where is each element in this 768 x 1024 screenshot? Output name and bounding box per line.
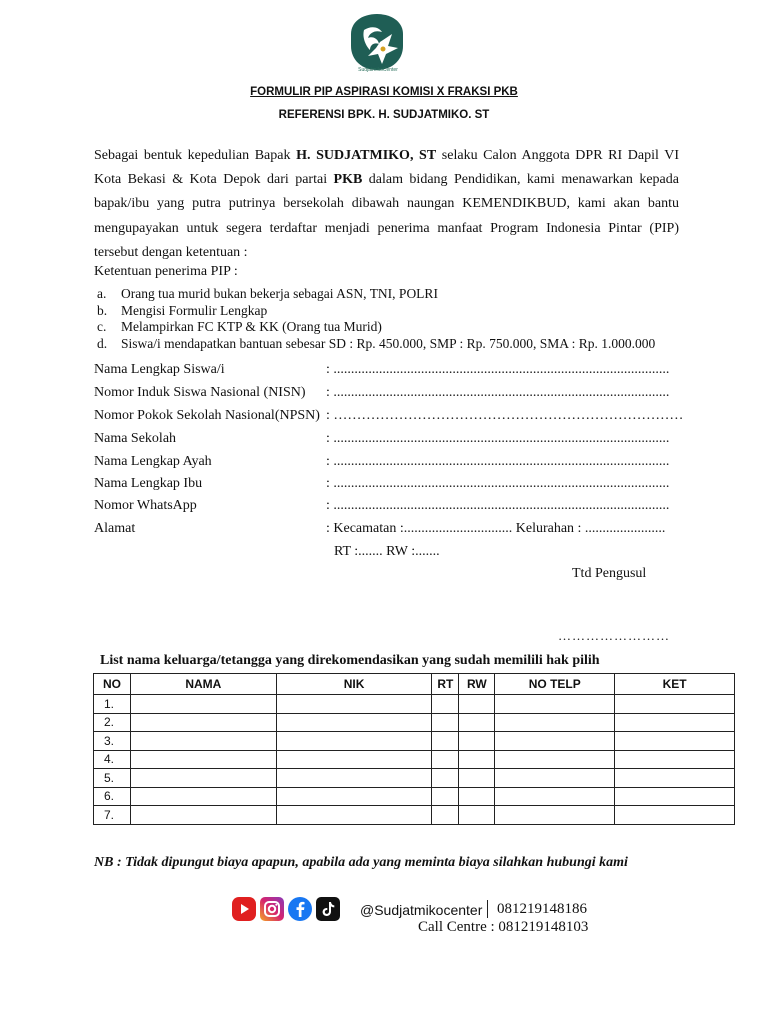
cell-nik[interactable] <box>276 806 432 825</box>
list-item <box>94 336 694 353</box>
cell-nama[interactable] <box>130 750 276 769</box>
field-blank[interactable]: : ................................................................................................ <box>326 454 670 469</box>
cell-rt[interactable] <box>432 695 459 714</box>
table-row <box>94 750 735 769</box>
row-number: 2. <box>94 713 131 732</box>
cell-no-telp[interactable] <box>495 787 615 806</box>
cell-rw[interactable] <box>459 769 495 788</box>
cell-rw[interactable] <box>459 713 495 732</box>
field-blank[interactable]: : ................................................................................................ <box>326 362 670 377</box>
table-row <box>94 806 735 825</box>
social-handle[interactable]: @Sudjatmikocenter <box>360 902 483 918</box>
cell-nik[interactable] <box>276 750 432 769</box>
cell-nama[interactable] <box>130 732 276 751</box>
cell-rw[interactable] <box>459 732 495 751</box>
cell-rt[interactable] <box>432 769 459 788</box>
cell-ket[interactable] <box>615 750 735 769</box>
table-row <box>94 787 735 806</box>
intro-text-3: dalam bidang Pendidikan, kami menawarkan kepada bapak/ibu yang putra putrinya bersekolah dibawah naungan KEMENDIKBUD, kami akan bantu mengupayakan untuk segera terdaftar menjadi penerima manfaat Program Indonesia Pintar (PIP) tersebut dengan ketentuan : <box>94 172 679 260</box>
field-label: Nomor WhatsApp <box>94 498 197 513</box>
family-list-table <box>93 673 735 825</box>
cell-rw[interactable] <box>459 806 495 825</box>
field-whatsapp[interactable] <box>94 498 694 520</box>
cell-no-telp[interactable] <box>495 750 615 769</box>
cell-no-telp[interactable] <box>495 695 615 714</box>
cell-no-telp[interactable] <box>495 806 615 825</box>
row-number: 3. <box>94 732 131 751</box>
field-nama-sekolah[interactable] <box>94 431 694 453</box>
cell-nik[interactable] <box>276 713 432 732</box>
cell-no-telp[interactable] <box>495 769 615 788</box>
note: NB : Tidak dipungut biaya apapun, apabila ada yang meminta biaya silahkan hubungi kami <box>94 855 628 870</box>
cell-rw[interactable] <box>459 787 495 806</box>
field-npsn[interactable] <box>94 408 694 430</box>
ketentuan-list <box>94 286 694 352</box>
field-nama-siswa[interactable] <box>94 362 694 384</box>
cell-ket[interactable] <box>615 713 735 732</box>
row-number: 5. <box>94 769 131 788</box>
header-nama: NAMA <box>130 674 276 695</box>
field-label: Nama Lengkap Ibu <box>94 476 203 491</box>
list-marker: c. <box>97 319 107 334</box>
cell-ket[interactable] <box>615 806 735 825</box>
header-rt: RT <box>432 674 459 695</box>
list-item-text: Mengisi Formulir Lengkap <box>121 302 268 318</box>
cell-nik[interactable] <box>276 695 432 714</box>
row-number: 7. <box>94 806 131 825</box>
field-label: Nama Sekolah <box>94 431 177 446</box>
cell-nik[interactable] <box>276 769 432 788</box>
intro-paragraph <box>94 144 679 265</box>
form-subtitle: REFERENSI BPK. H. SUDJATMIKO. ST <box>278 109 490 121</box>
row-number: 6. <box>94 787 131 806</box>
list-marker: d. <box>97 335 108 351</box>
list-item <box>94 303 694 320</box>
table-header-row <box>94 674 735 695</box>
cell-rt[interactable] <box>432 750 459 769</box>
header-nik: NIK <box>276 674 432 695</box>
header-no-telp: NO TELP <box>495 674 615 695</box>
field-label: Nomor Induk Siswa Nasional (NISN) <box>94 385 306 400</box>
field-label: Nama Lengkap Siswa/i <box>94 362 225 377</box>
form-title: FORMULIR PIP ASPIRASI KOMISI X FRAKSI PKB <box>250 86 518 98</box>
cell-rt[interactable] <box>432 732 459 751</box>
field-label: Nomor Pokok Sekolah Nasional(NPSN) <box>94 408 320 423</box>
cell-rw[interactable] <box>459 750 495 769</box>
cell-rt[interactable] <box>432 806 459 825</box>
cell-ket[interactable] <box>615 732 735 751</box>
cell-rt[interactable] <box>432 787 459 806</box>
instagram-icon[interactable] <box>260 897 284 921</box>
cell-nama[interactable] <box>130 806 276 825</box>
field-blank[interactable]: : ................................................................................................ <box>326 385 670 400</box>
field-label: Alamat <box>94 521 136 536</box>
table-row <box>94 695 735 714</box>
cell-ket[interactable] <box>615 695 735 714</box>
table-row <box>94 713 735 732</box>
family-list-title: List nama keluarga/tetangga yang direkomendasikan yang sudah memilili hak pilih <box>100 653 600 668</box>
call-centre[interactable]: Call Centre : 081219148103 <box>418 919 589 935</box>
logo-caption: SudjatmikoCenter <box>358 67 398 73</box>
cell-nama[interactable] <box>130 695 276 714</box>
list-item <box>94 319 694 336</box>
phone-number[interactable]: 081219148186 <box>497 901 587 917</box>
list-item <box>94 286 694 303</box>
cell-nik[interactable] <box>276 787 432 806</box>
intro-text-2: selaku Calon Anggota DPR RI Dapil VI Kota Bekasi & Kota Depok dari partai <box>94 148 680 188</box>
table-row <box>94 769 735 788</box>
youtube-icon[interactable] <box>232 897 256 921</box>
table-row <box>94 732 735 751</box>
cell-ket[interactable] <box>615 787 735 806</box>
signature-line[interactable]: …………………… <box>558 628 670 643</box>
field-nama-ayah[interactable] <box>94 454 694 476</box>
field-rt-rw[interactable]: RT :....... RW :....... <box>334 544 440 559</box>
field-nisn[interactable] <box>94 385 694 407</box>
intro-text-1: Sebagai bentuk kepedulian Bapak <box>94 148 297 163</box>
header-rw: RW <box>459 674 495 695</box>
field-alamat[interactable] <box>94 521 694 543</box>
cell-ket[interactable] <box>615 769 735 788</box>
cell-rt[interactable] <box>432 713 459 732</box>
tiktok-icon[interactable] <box>316 897 340 921</box>
list-item-text: Orang tua murid bukan bekerja sebagai ASN, TNI, POLRI <box>121 286 438 301</box>
row-number: 4. <box>94 750 131 769</box>
cell-nik[interactable] <box>276 732 432 751</box>
field-nama-ibu[interactable] <box>94 476 694 498</box>
field-blank[interactable]: : ................................................................................................ <box>326 476 670 491</box>
list-item-text: Siswa/i mendapatkan bantuan sebesar SD : Rp. 450.000, SMP : Rp. 750.000, SMA : Rp. 1.000.000 <box>121 335 656 351</box>
cell-no-telp[interactable] <box>495 732 615 751</box>
field-blank[interactable]: : Kecamatan :............................... Kelurahan : ....................... <box>326 521 666 536</box>
ttd-label: Ttd Pengusul <box>572 566 647 581</box>
cell-nama[interactable] <box>130 713 276 732</box>
list-item-text: Melampirkan FC KTP & KK (Orang tua Murid) <box>121 319 382 334</box>
facebook-icon[interactable] <box>288 897 312 921</box>
header-ket: KET <box>615 674 735 695</box>
cell-rw[interactable] <box>459 695 495 714</box>
cell-nama[interactable] <box>130 787 276 806</box>
intro-party: PKB <box>333 172 363 188</box>
footer-divider <box>487 900 488 918</box>
field-label: Nama Lengkap Ayah <box>94 454 212 469</box>
field-blank[interactable]: : ................................................................................................ <box>326 431 670 446</box>
list-marker: a. <box>97 286 107 301</box>
list-marker: b. <box>97 302 108 318</box>
cell-nama[interactable] <box>130 769 276 788</box>
field-blank[interactable]: : ………………………………………………………………… <box>326 408 684 423</box>
intro-name: H. SUDJATMIKO, ST <box>296 148 437 163</box>
row-number: 1. <box>94 695 131 714</box>
cell-no-telp[interactable] <box>495 713 615 732</box>
header-no: NO <box>94 674 131 695</box>
field-blank[interactable]: : ................................................................................................ <box>326 498 670 513</box>
ketentuan-heading: Ketentuan penerima PIP : <box>94 264 238 279</box>
